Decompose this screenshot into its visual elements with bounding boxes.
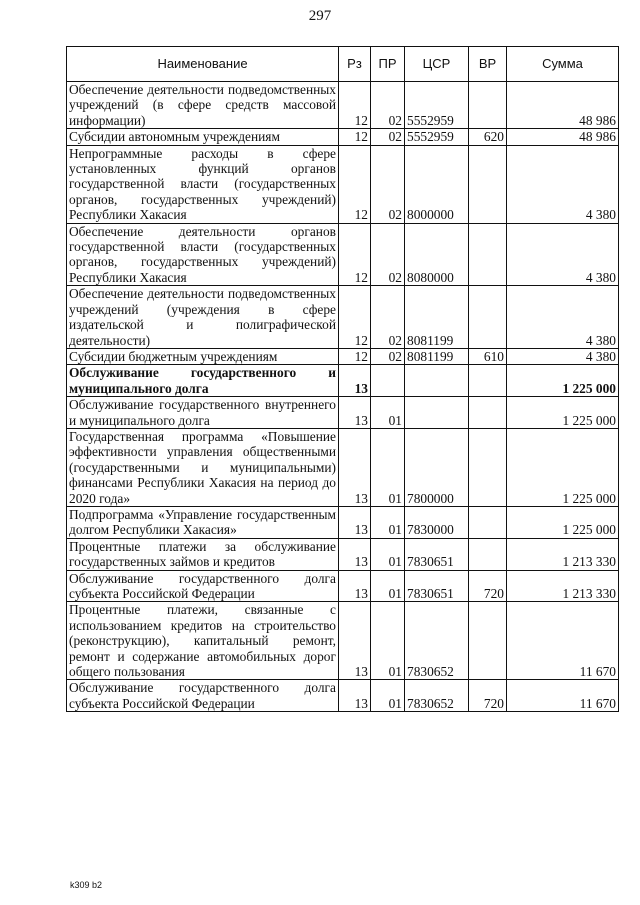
row-pr: 01 bbox=[371, 397, 405, 429]
row-csr: 5552959 bbox=[405, 82, 469, 129]
row-pr: 02 bbox=[371, 145, 405, 223]
table-row bbox=[67, 129, 619, 145]
table-header-row bbox=[67, 47, 619, 82]
row-sum: 11 670 bbox=[507, 602, 619, 680]
row-rz: 12 bbox=[339, 286, 371, 349]
row-rz: 13 bbox=[339, 506, 371, 538]
row-csr: 7830651 bbox=[405, 538, 469, 570]
row-vr bbox=[469, 286, 507, 349]
row-sum: 1 225 000 bbox=[507, 428, 619, 506]
row-pr: 01 bbox=[371, 602, 405, 680]
row-vr bbox=[469, 365, 507, 397]
table-row bbox=[67, 570, 619, 602]
row-sum: 4 380 bbox=[507, 223, 619, 286]
row-vr bbox=[469, 397, 507, 429]
header-vr: ВР bbox=[469, 47, 507, 82]
row-rz: 13 bbox=[339, 602, 371, 680]
table-row bbox=[67, 506, 619, 538]
row-vr bbox=[469, 223, 507, 286]
page-number: 297 bbox=[308, 8, 332, 24]
row-name: Обслуживание государственного долга субъекта Российской Федерации bbox=[67, 680, 339, 712]
row-csr: 7830652 bbox=[405, 602, 469, 680]
row-pr: 01 bbox=[371, 428, 405, 506]
row-pr: 01 bbox=[371, 570, 405, 602]
table-row bbox=[67, 286, 619, 349]
row-pr: 02 bbox=[371, 348, 405, 364]
row-pr: 02 bbox=[371, 129, 405, 145]
row-csr: 5552959 bbox=[405, 129, 469, 145]
header-csr: ЦСР bbox=[405, 47, 469, 82]
row-rz: 13 bbox=[339, 365, 371, 397]
row-sum: 48 986 bbox=[507, 82, 619, 129]
row-sum: 4 380 bbox=[507, 145, 619, 223]
row-csr: 7830651 bbox=[405, 570, 469, 602]
row-vr bbox=[469, 82, 507, 129]
table-row bbox=[67, 397, 619, 429]
table-row bbox=[67, 348, 619, 364]
row-rz: 13 bbox=[339, 428, 371, 506]
row-rz: 12 bbox=[339, 223, 371, 286]
table-row bbox=[67, 223, 619, 286]
table-row-section bbox=[67, 365, 619, 397]
row-pr: 01 bbox=[371, 680, 405, 712]
row-csr: 7800000 bbox=[405, 428, 469, 506]
header-name: Наименование bbox=[67, 47, 339, 82]
header-pr: ПР bbox=[371, 47, 405, 82]
row-rz: 12 bbox=[339, 145, 371, 223]
row-pr: 02 bbox=[371, 82, 405, 129]
row-vr: 610 bbox=[469, 348, 507, 364]
row-name: Обслуживание государственного и муниципального долга bbox=[67, 365, 339, 397]
row-csr: 8081199 bbox=[405, 286, 469, 349]
row-sum: 4 380 bbox=[507, 348, 619, 364]
row-pr: 01 bbox=[371, 538, 405, 570]
row-name: Непрограммные расходы в сфере установленных функций органов государственной власти (государственных органов, государственных учреждений) Республики Хакасия bbox=[67, 145, 339, 223]
row-sum: 11 670 bbox=[507, 680, 619, 712]
row-rz: 12 bbox=[339, 348, 371, 364]
row-sum: 1 213 330 bbox=[507, 538, 619, 570]
row-csr: 8000000 bbox=[405, 145, 469, 223]
row-csr bbox=[405, 365, 469, 397]
row-name: Субсидии автономным учреждениям bbox=[67, 129, 339, 145]
row-rz: 12 bbox=[339, 82, 371, 129]
row-name: Процентные платежи за обслуживание государственных займов и кредитов bbox=[67, 538, 339, 570]
row-pr: 02 bbox=[371, 286, 405, 349]
row-rz: 12 bbox=[339, 129, 371, 145]
row-pr bbox=[371, 365, 405, 397]
row-name: Обслуживание государственного внутреннего и муниципального долга bbox=[67, 397, 339, 429]
header-rz: Рз bbox=[339, 47, 371, 82]
row-rz: 13 bbox=[339, 397, 371, 429]
row-csr: 7830000 bbox=[405, 506, 469, 538]
row-vr bbox=[469, 602, 507, 680]
row-vr bbox=[469, 506, 507, 538]
table-row bbox=[67, 145, 619, 223]
row-name: Субсидии бюджетным учреждениям bbox=[67, 348, 339, 364]
row-pr: 02 bbox=[371, 223, 405, 286]
row-vr: 720 bbox=[469, 680, 507, 712]
row-name: Обеспечение деятельности подведомственных учреждений (в сфере средств массовой информации) bbox=[67, 82, 339, 129]
table-row bbox=[67, 82, 619, 129]
row-sum: 4 380 bbox=[507, 286, 619, 349]
row-sum: 1 225 000 bbox=[507, 365, 619, 397]
row-csr bbox=[405, 397, 469, 429]
table-row bbox=[67, 538, 619, 570]
row-sum: 1 213 330 bbox=[507, 570, 619, 602]
row-vr: 720 bbox=[469, 570, 507, 602]
row-csr: 8080000 bbox=[405, 223, 469, 286]
row-vr bbox=[469, 145, 507, 223]
row-sum: 48 986 bbox=[507, 129, 619, 145]
row-name: Обеспечение деятельности подведомственных учреждений (учреждения в сфере издательской и полиграфической деятельности) bbox=[67, 286, 339, 349]
row-vr bbox=[469, 428, 507, 506]
footer-code: k309 b2 bbox=[70, 880, 103, 890]
row-name: Государственная программа «Повышение эффективности управления общественными (государственными и муниципальными) финансами Республики Хакасия на период до 2020 года» bbox=[67, 428, 339, 506]
table-row bbox=[67, 428, 619, 506]
budget-table bbox=[66, 46, 619, 712]
table-row bbox=[67, 602, 619, 680]
row-name: Обеспечение деятельности органов государственной власти (государственных органов, государственных учреждений) Республики Хакасия bbox=[67, 223, 339, 286]
row-vr bbox=[469, 538, 507, 570]
row-name: Подпрограмма «Управление государственным долгом Республики Хакасия» bbox=[67, 506, 339, 538]
table-row bbox=[67, 680, 619, 712]
row-rz: 13 bbox=[339, 680, 371, 712]
row-sum: 1 225 000 bbox=[507, 506, 619, 538]
row-csr: 8081199 bbox=[405, 348, 469, 364]
row-name: Обслуживание государственного долга субъекта Российской Федерации bbox=[67, 570, 339, 602]
header-sum: Сумма bbox=[507, 47, 619, 82]
row-sum: 1 225 000 bbox=[507, 397, 619, 429]
row-vr: 620 bbox=[469, 129, 507, 145]
row-name: Процентные платежи, связанные с использованием кредитов на строительство (реконструкцию), капитальный ремонт, ремонт и содержание автомобильных дорог общего пользования bbox=[67, 602, 339, 680]
row-rz: 13 bbox=[339, 570, 371, 602]
row-pr: 01 bbox=[371, 506, 405, 538]
row-csr: 7830652 bbox=[405, 680, 469, 712]
row-rz: 13 bbox=[339, 538, 371, 570]
